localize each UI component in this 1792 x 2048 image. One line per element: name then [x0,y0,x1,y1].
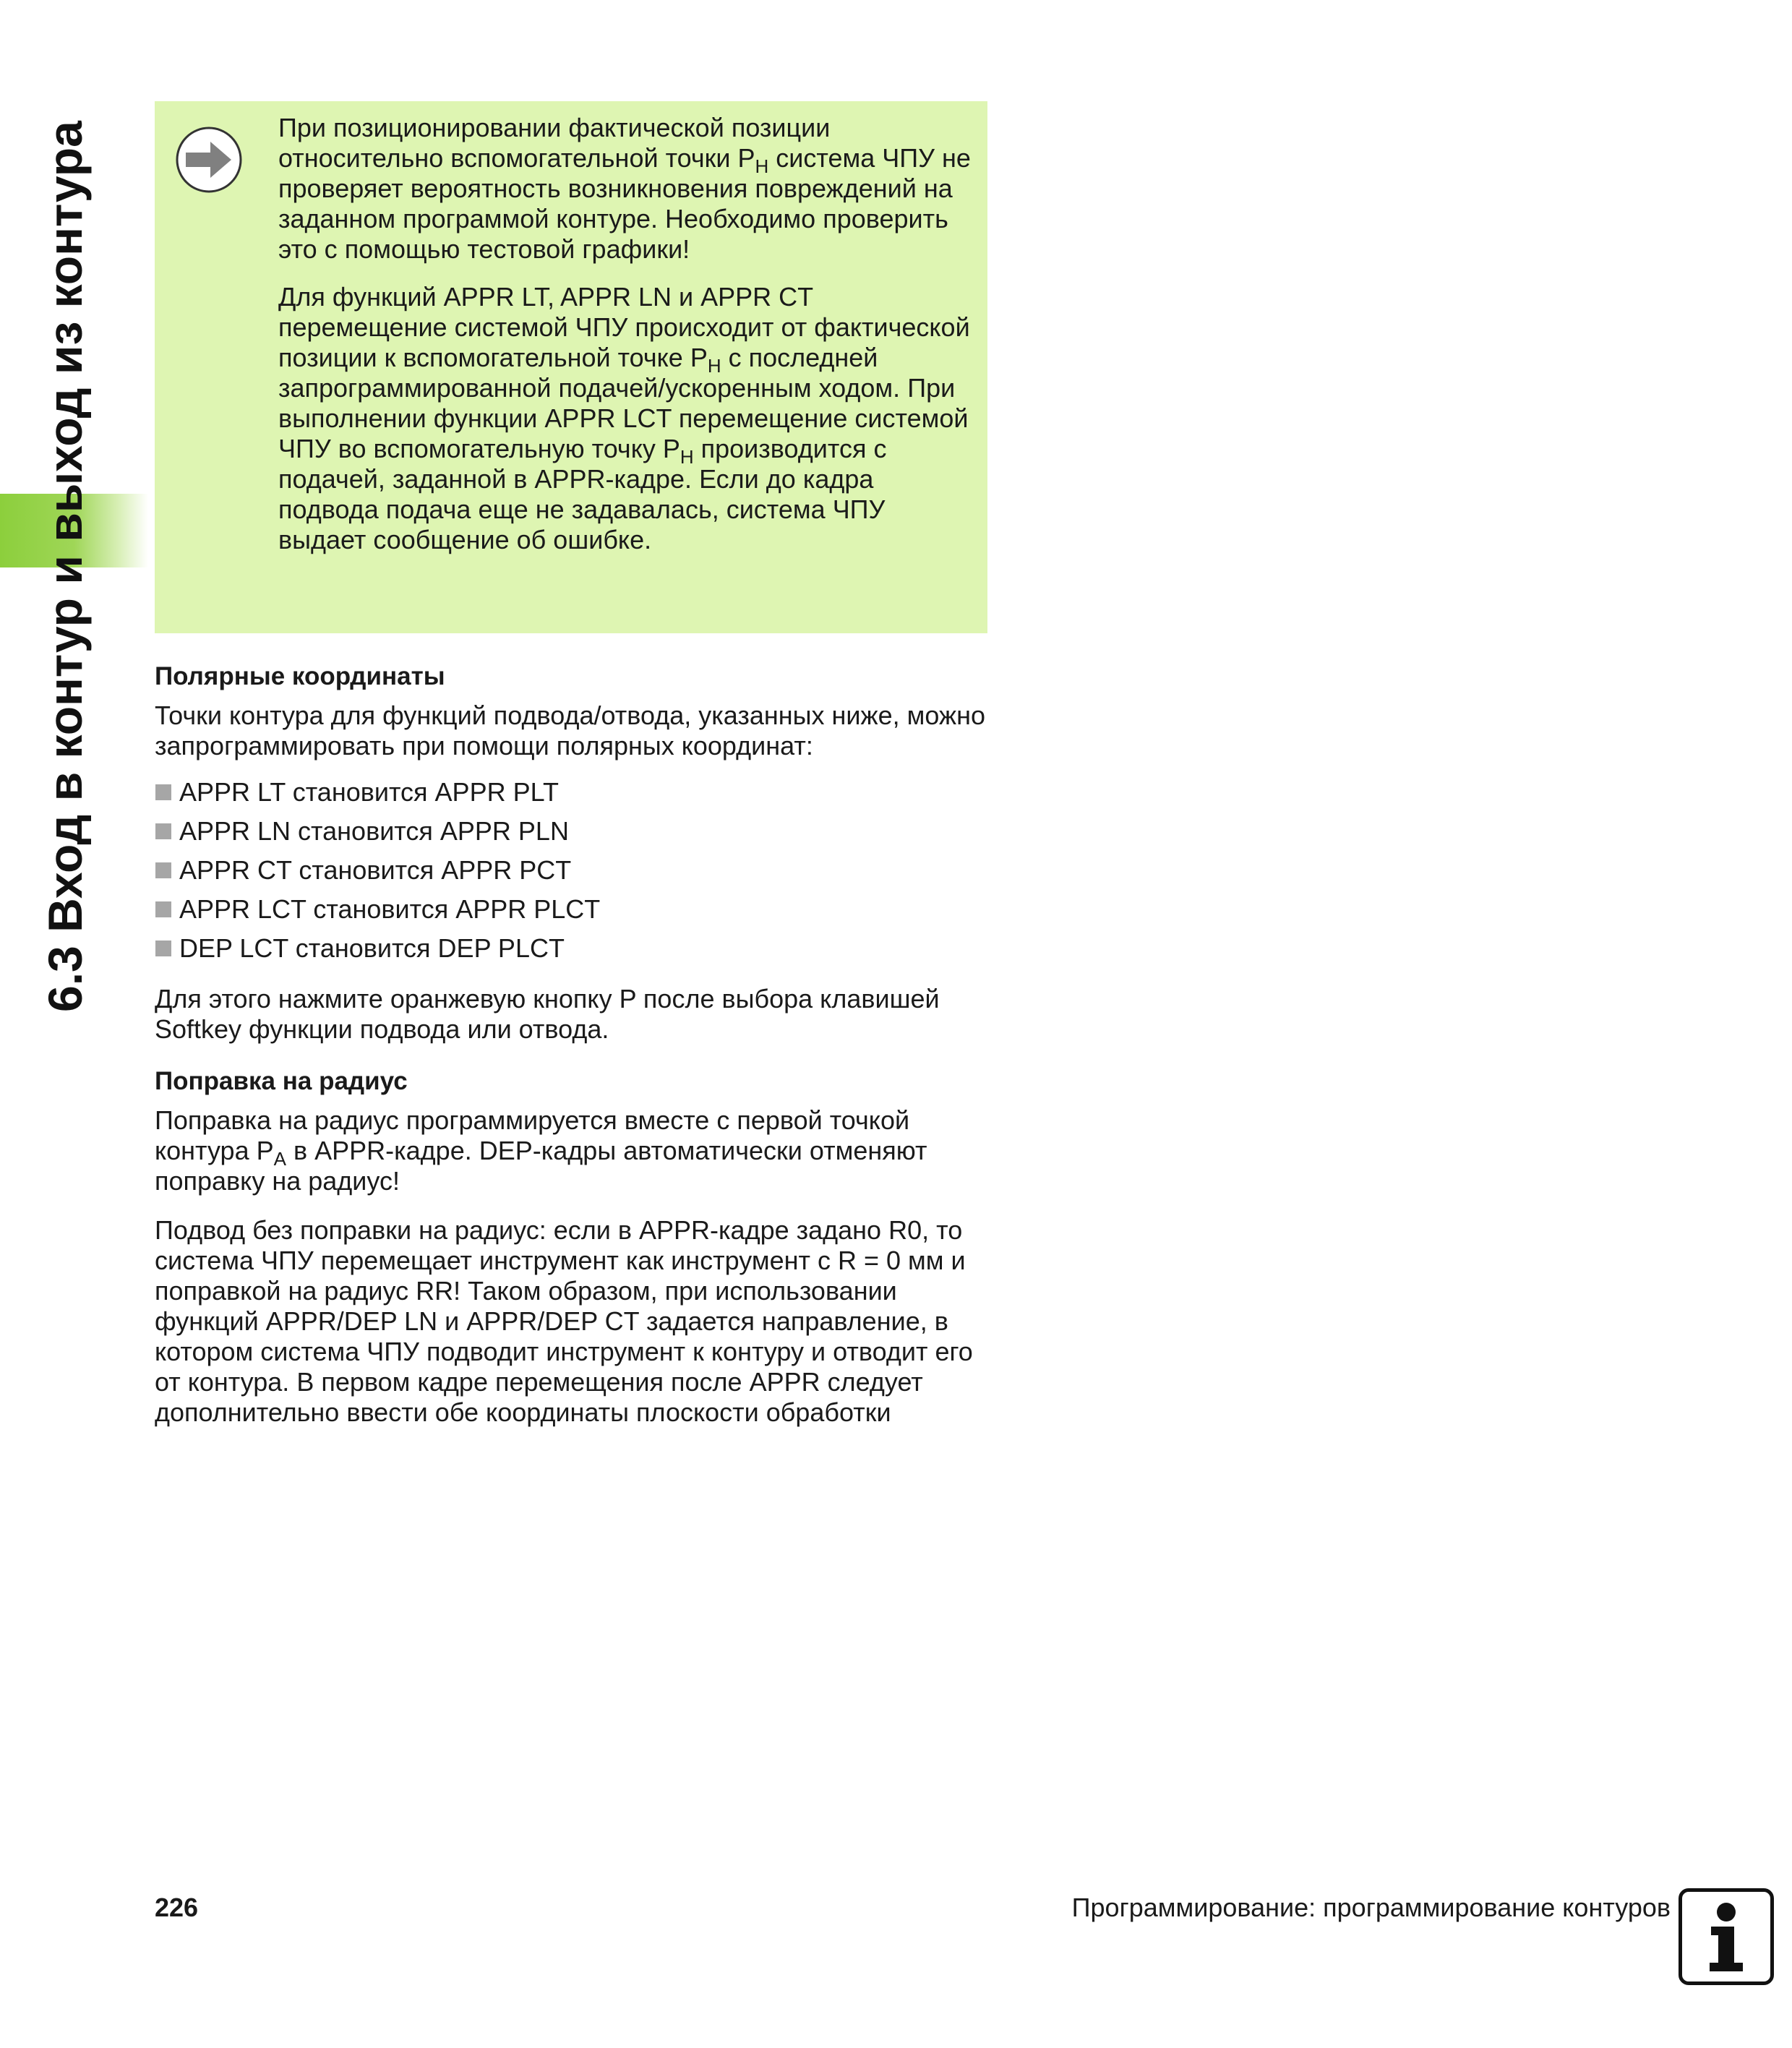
main-content [155,661,993,1447]
note-paragraph-2: Для функций APPR LT, APPR LN и APPR CT перемещение системой ЧПУ происходит от фактической позиции к вспомогательной точке $P_H$ с последней запрограммированной подачей/ускоренным ходом. При выполнении функции APPR LCT перемещение системой ЧПУ во вспомогательную точку $P_H$ производится с подачей, заданной в APPR-кадре. Если до кадра подвода подача еще не задавалась, система ЧПУ выдает сообщение об ошибке. [278,282,970,554]
polar-intro: Точки контура для функций подвода/отвода, указанных ниже, можно запрограммировать при помощи полярных координат: [155,700,985,760]
bullet-icon [155,823,171,839]
polar-heading: Полярные координаты [155,662,445,690]
radius-section [155,1066,993,1428]
bullet-icon [155,941,171,956]
info-glyph-icon [1682,1892,1770,1981]
note-text [278,113,976,573]
arrow-right-icon [175,126,243,194]
bullet-icon [155,901,171,917]
radius-heading: Поправка на радиус [155,1067,408,1095]
radius-paragraph-1: Поправка на радиус программируется вместе с первой точкой контура $P_A$ в APPR-кадре. DEP-кадры автоматически отменяют поправку на радиус! [155,1105,927,1196]
info-icon[interactable] [1679,1888,1774,1985]
list-item: APPR LN становится APPR PLN [155,812,993,851]
bullet-icon [155,862,171,878]
radius-paragraph-2: Подвод без поправки на радиус: если в APPR-кадре задано R0, то система ЧПУ перемещает инструмент как инструмент с R = 0 мм и поправкой на радиус RR! Таком образом, при использовании функций APPR/DEP LN и APPR/DEP CT задается направление, в котором система ЧПУ подводит инструмент к контуру и отводит его от контура. В первом кадре перемещения после APPR следует дополнительно ввести обе координаты плоскости обработки [155,1215,973,1427]
footer-title: Программирование: программирование контуров [1071,1893,1671,1922]
bullet-icon [155,784,171,800]
list-item: DEP LCT становится DEP PLCT [155,929,993,968]
note-paragraph-1: При позиционировании фактической позиции относительно вспомогательной точки $P_H$ система ЧПУ не проверяет вероятность возникновения повреждений на заданном программой контуре. Необходимо проверить это с помощью тестовой графики! [278,113,971,264]
list-item: APPR LCT становится APPR PLCT [155,890,993,929]
polar-list [155,773,993,968]
note-box [155,101,987,633]
page-number: 226 [155,1893,199,1922]
list-item: APPR CT становится APPR PCT [155,851,993,890]
list-item: APPR LT становится APPR PLT [155,773,993,812]
chapter-title: 6.3 Вход в контур и выход из контура [38,121,92,1012]
polar-outro: Для этого нажмите оранжевую кнопку P после выбора клавишей Softkey функции подвода или отвода. [155,984,940,1044]
